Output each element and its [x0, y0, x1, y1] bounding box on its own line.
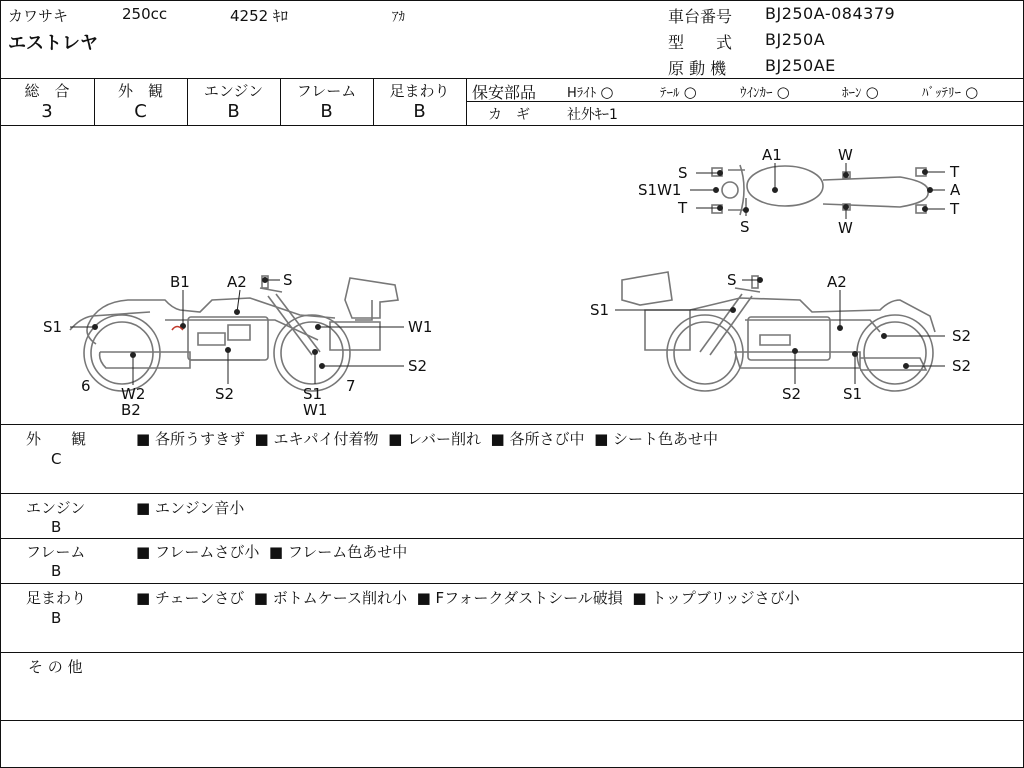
engine-model-value: BJ250AE: [765, 56, 836, 75]
bullet-icon: ■: [136, 499, 151, 517]
frame-no-value: BJ250A-084379: [765, 4, 896, 23]
ok-mark-icon: ○: [683, 83, 697, 101]
diagram-label: A2: [227, 273, 247, 291]
damage-diagram: [0, 126, 1024, 424]
damage-labels: [43, 146, 971, 419]
divider: [0, 538, 1024, 539]
bullet-icon: ■: [594, 430, 609, 448]
type-label: 型 式: [668, 33, 733, 52]
bike-right-view: [622, 272, 935, 391]
diagram-label: S1: [303, 385, 323, 403]
safety-headlight: Hﾗｲﾄ ○: [567, 83, 614, 101]
key-value: 社外ｷｰ1: [567, 107, 618, 123]
diagram-label: 7: [346, 377, 356, 395]
grade-label-exterior: 外 観: [117, 82, 163, 100]
remark-title-suspension: 足まわり: [26, 589, 87, 607]
grade-value-suspension: B: [413, 101, 426, 122]
diagram-label: T: [950, 163, 960, 181]
remark-title-exterior: 外 観: [26, 430, 87, 448]
grade-value-exterior: C: [134, 101, 147, 122]
remark-title-engine: エンジン: [26, 499, 86, 517]
ok-mark-icon: ○: [965, 83, 979, 101]
ok-mark-icon: ○: [865, 83, 879, 101]
divider: [0, 652, 1024, 653]
bullet-icon: ■: [416, 589, 431, 607]
frame-no-label: 車台番号: [668, 7, 733, 26]
remark-items-frame: ■ フレームさび小 ■ フレーム色あせ中: [136, 543, 408, 561]
diagram-label: 6: [81, 377, 91, 395]
bullet-icon: ■: [268, 543, 284, 561]
diagram-label: W2: [121, 385, 146, 403]
remark-grade-exterior: C: [51, 450, 62, 468]
grade-label-frame: フレーム: [296, 82, 357, 100]
diagram-label: S1W1: [638, 181, 682, 199]
grade-value-overall: 3: [41, 101, 53, 122]
mileage: 4252 ｷﾛ: [230, 7, 288, 25]
divider: [0, 720, 1024, 721]
diagram-label: W1: [303, 401, 328, 419]
divider: [466, 78, 467, 125]
ok-mark-icon: ○: [600, 83, 614, 101]
diagram-label: S: [740, 218, 750, 236]
displacement: 250cc: [122, 5, 168, 23]
grade-value-engine: B: [227, 101, 240, 122]
bullet-icon: ■: [490, 430, 505, 448]
bullet-icon: ■: [254, 430, 269, 448]
diagram-label: B1: [170, 273, 190, 291]
bike-left-view: [70, 276, 398, 391]
diagram-label: S2: [782, 385, 802, 403]
grade-value-frame: B: [320, 101, 333, 122]
grade-label-suspension: 足まわり: [389, 82, 450, 100]
ok-mark-icon: ○: [776, 83, 790, 101]
diagram-label: A: [950, 181, 961, 199]
maker-name: カワサキ: [8, 7, 69, 25]
grade-label-overall: 総 合: [24, 82, 70, 100]
remark-title-frame: フレーム: [26, 543, 86, 561]
bullet-icon: ■: [136, 543, 151, 561]
diagram-label: W: [838, 219, 853, 237]
diagram-label: S: [678, 164, 688, 182]
diagram-label: S2: [952, 357, 972, 375]
diagram-label: S2: [408, 357, 428, 375]
divider: [0, 78, 1024, 79]
engine-model-label: 原 動 機: [668, 59, 727, 78]
diagram-label: A1: [762, 146, 782, 164]
bullet-icon: ■: [632, 589, 647, 607]
diagram-label: T: [678, 199, 688, 217]
bullet-icon: ■: [136, 589, 151, 607]
remark-items-suspension: ■ チェーンさび ■ ボトムケース削れ小 ■ Fフォークダストシール破損 ■ トップブリッジさび小: [136, 589, 800, 607]
diagram-label: B2: [121, 401, 141, 419]
diagram-label: A2: [827, 273, 847, 291]
grade-label-engine: エンジン: [203, 82, 264, 100]
safety-tail: ﾃｰﾙ ○: [660, 83, 697, 101]
bullet-icon: ■: [253, 589, 268, 607]
remark-items-exterior: ■ 各所うすきず ■ エキパイ付着物 ■ レバー削れ ■ 各所さび中 ■ シート色あせ中: [136, 430, 719, 448]
remark-grade-engine: B: [51, 518, 62, 536]
divider: [0, 583, 1024, 584]
safety-parts-label: 保安部品: [472, 83, 537, 102]
remark-title-other: そ の 他: [28, 658, 83, 676]
body-color: ｱｶ: [392, 10, 405, 25]
remark-grade-suspension: B: [51, 609, 62, 627]
safety-horn: ﾎｰﾝ ○: [842, 83, 879, 101]
model-name: エストレヤ: [8, 33, 98, 54]
diagram-label: S1: [590, 301, 610, 319]
type-value: BJ250A: [765, 30, 826, 49]
diagram-label: W: [838, 146, 853, 164]
diagram-label: S: [283, 271, 293, 289]
bullet-icon: ■: [388, 430, 403, 448]
remark-items-engine: ■ エンジン音小: [136, 499, 245, 517]
safety-battery: ﾊﾞｯﾃﾘｰ ○: [922, 83, 979, 101]
diagram-label: S2: [952, 327, 972, 345]
diagram-label: S1: [43, 318, 63, 336]
safety-winker: ｳｲﾝｶｰ ○: [740, 83, 790, 101]
bullet-icon: ■: [136, 430, 151, 448]
diagram-label: S2: [215, 385, 235, 403]
divider: [0, 424, 1024, 425]
diagram-label: T: [950, 200, 960, 218]
diagram-label: W1: [408, 318, 433, 336]
diagram-label: S: [727, 271, 737, 289]
key-label: カ ギ: [488, 107, 530, 123]
divider: [466, 101, 1024, 102]
divider: [0, 493, 1024, 494]
diagram-label: S1: [843, 385, 863, 403]
remark-grade-frame: B: [51, 562, 62, 580]
